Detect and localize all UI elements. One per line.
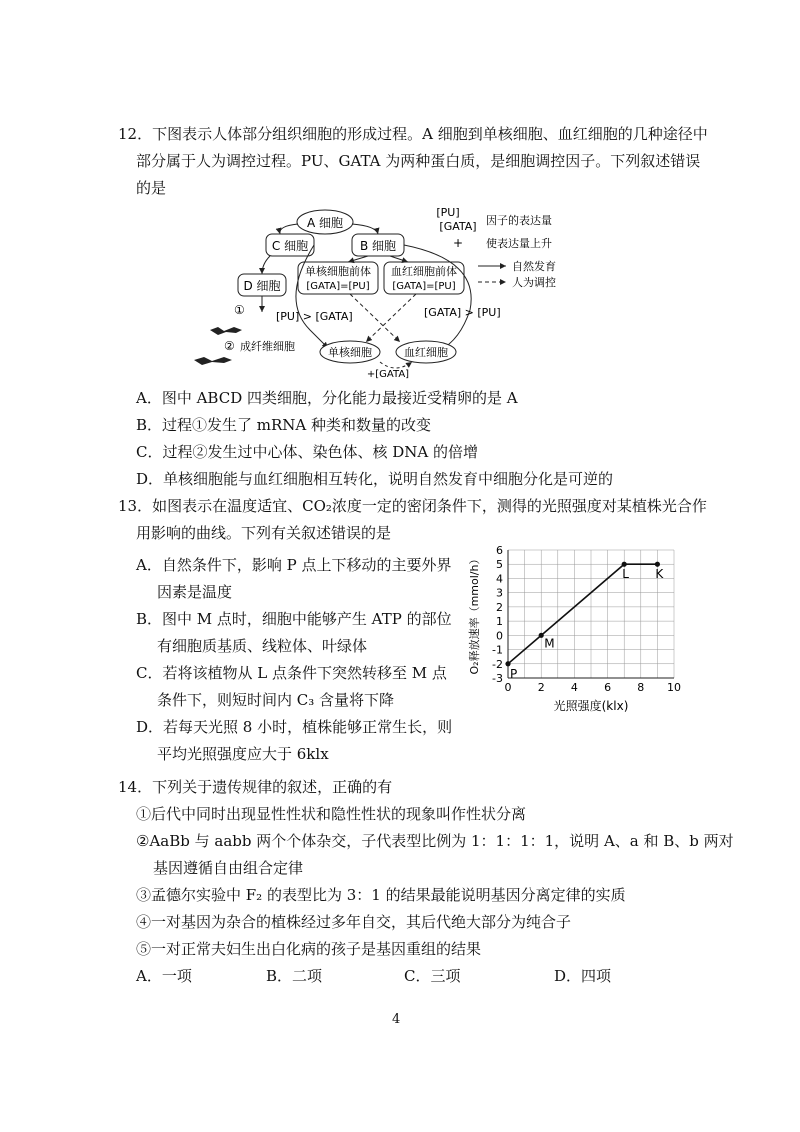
series-line <box>508 564 657 664</box>
chart-x-axis-label: 光照强度(klx) <box>553 699 629 713</box>
q12-line1: 12．下图表示人体部分组织细胞的形成过程。A 细胞到单核细胞、血红细胞的几种途径中 <box>118 125 708 143</box>
y-tick-label: 2 <box>496 600 503 614</box>
dashed-arrow-mono-pre-to-rbc <box>350 294 400 342</box>
q12-option-c: C．过程②发生过中心体、染色体、核 DNA 的倍增 <box>136 443 478 461</box>
y-tick-label: 6 <box>496 544 503 557</box>
chart-ticks <box>492 544 681 694</box>
arrow-b-to-mono-pre <box>348 256 368 262</box>
b-cell-label: B 细胞 <box>359 239 397 253</box>
arrow-to-mono <box>296 245 328 348</box>
x-tick-label: 10 <box>667 681 681 694</box>
q12-option-b: B．过程①发生了 mRNA 种类和数量的改变 <box>136 416 432 434</box>
point-label-m: M <box>544 636 555 651</box>
q14-item-3: ③孟德尔实验中 F₂ 的表型比为 3：1 的结果最能说明基因分离定律的实质 <box>136 886 626 904</box>
q12-option-d: D．单核细胞能与血红细胞相互转化，说明自然发育中细胞分化是可逆的 <box>136 470 614 488</box>
data-point-m <box>539 633 544 638</box>
arrow-a-to-c <box>280 224 298 234</box>
d-cell-label: D 细胞 <box>243 279 281 293</box>
rbc-label: 血红细胞 <box>404 346 448 359</box>
step1-label: ① <box>234 303 245 317</box>
y-tick-label: 4 <box>496 572 503 586</box>
dashed-arrow-mono-to-rbc <box>380 362 412 368</box>
o2-rate-chart <box>462 540 690 720</box>
q13-option-a-1: A．自然条件下，影响 P 点上下移动的主要外界 <box>136 556 452 574</box>
legend-artificial-text: 人为调控 <box>512 276 556 289</box>
data-point-k <box>655 562 660 567</box>
q13-line1: 13．如图表示在温度适宜、CO₂浓度一定的密闭条件下，测得的光照强度对某植株光合作 <box>118 497 707 515</box>
x-tick-label: 8 <box>637 681 645 694</box>
legend-gata: [GATA] <box>439 220 477 233</box>
gata-gt-pu-label: [GATA] > [PU] <box>424 306 501 319</box>
pu-gt-gata-label: [PU] > [GATA] <box>276 310 353 323</box>
legend-plus: + <box>452 236 464 250</box>
rbc-precursor-ratio: [GATA]=[PU] <box>392 281 456 292</box>
q13-option-a-2: 因素是温度 <box>157 583 233 601</box>
q14-item-2: ②AaBb 与 aabb 两个个体杂交，子代表型比例为 1：1：1：1，说明 A、a 和 B、b 两对 <box>136 832 734 850</box>
q13-option-d-1: D．若每天光照 8 小时，植株能够正常生长，则 <box>136 718 453 736</box>
y-tick-label: -1 <box>492 643 503 657</box>
step2-label: ② <box>224 339 235 353</box>
q13-option-d-2: 平均光照强度应大于 6klx <box>157 745 329 763</box>
q13-option-b-2: 有细胞质基质、线粒体、叶绿体 <box>157 637 368 655</box>
q14-option-a: A．一项 <box>136 967 192 985</box>
fibroblast-cell-shape <box>210 327 242 335</box>
q12-line3: 的是 <box>136 179 167 197</box>
data-point-l <box>622 562 627 567</box>
q13-option-c-2: 条件下，则短时间内 C₃ 含量将下降 <box>157 691 395 709</box>
y-tick-label: -2 <box>492 657 503 671</box>
point-label-p: P <box>510 666 518 681</box>
data-point-p <box>505 661 510 666</box>
q14-item-2-cont: 基因遵循自由组合定律 <box>153 859 304 877</box>
q14-option-d: D．四项 <box>554 967 612 985</box>
cell-differentiation-diagram <box>180 200 580 380</box>
y-tick-label: 3 <box>496 586 503 600</box>
arrow-a-to-b <box>352 224 378 234</box>
rbc-precursor-label: 血红细胞前体 <box>391 265 457 278</box>
arrow-c-to-d <box>262 256 270 274</box>
point-label-k: K <box>655 567 664 582</box>
page-number: 4 <box>392 1012 401 1027</box>
y-tick-label: -3 <box>492 672 503 685</box>
y-tick-label: 0 <box>496 629 503 643</box>
fibroblast-label: 成纤维细胞 <box>240 340 295 353</box>
q14-option-b: B．二项 <box>266 967 323 985</box>
arrow-b-to-rbc-pre <box>390 256 408 262</box>
q12-line2: 部分属于人为调控过程。PU、GATA 为两种蛋白质，是细胞调控因子。下列叙述错误 <box>136 152 701 170</box>
y-tick-label: 1 <box>496 615 503 629</box>
chart-series <box>508 564 657 664</box>
point-label-l: L <box>622 567 629 582</box>
chart-grid <box>508 550 674 678</box>
q13-option-b-1: B．图中 M 点时，细胞中能够产生 ATP 的部位 <box>136 610 452 628</box>
q14-option-c: C．三项 <box>404 967 461 985</box>
a-cell-label: A 细胞 <box>306 216 344 230</box>
dashed-arrow-rbc-pre-to-mono <box>366 294 416 342</box>
mono-precursor-ratio: [GATA]=[PU] <box>306 281 370 292</box>
legend-natural-text: 自然发育 <box>512 260 556 273</box>
q13-line2: 用影响的曲线。下列有关叙述错误的是 <box>136 524 392 542</box>
chart-y-axis-label: O₂释放速率（mmol/h） <box>468 553 481 675</box>
legend-pu: [PU] <box>436 206 460 219</box>
q14-item-1: ①后代中同时出现显性性状和隐性性状的现象叫作性状分离 <box>136 805 527 823</box>
y-tick-label: 5 <box>496 558 503 572</box>
q12-option-a: A．图中 ABCD 四类细胞，分化能力最接近受精卵的是 A <box>136 389 518 407</box>
q14-item-5: ⑤一对正常夫妇生出白化病的孩子是基因重组的结果 <box>136 940 482 958</box>
plus-gata-label: +[GATA] <box>366 369 410 380</box>
q14-item-4: ④一对基因为杂合的植株经过多年自交，其后代绝大部分为纯合子 <box>136 913 572 931</box>
legend-increase-text: 使表达量上升 <box>486 237 552 250</box>
x-tick-label: 0 <box>504 681 512 694</box>
q13-option-c-1: C．若将该植物从 L 点条件下突然转移至 M 点 <box>136 664 447 682</box>
legend-expression-text: 因子的表达量 <box>486 214 552 227</box>
x-tick-label: 4 <box>570 681 578 694</box>
q14-line1: 14．下列关于遗传规律的叙述，正确的有 <box>118 778 393 796</box>
fibroblast-cell-shape <box>194 357 232 365</box>
mono-precursor-label: 单核细胞前体 <box>305 265 371 278</box>
c-cell-label: C 细胞 <box>271 239 309 253</box>
x-tick-label: 6 <box>604 681 612 694</box>
arrow-b-to-rbc <box>404 245 471 350</box>
mono-label: 单核细胞 <box>328 346 372 359</box>
x-tick-label: 2 <box>537 681 545 694</box>
